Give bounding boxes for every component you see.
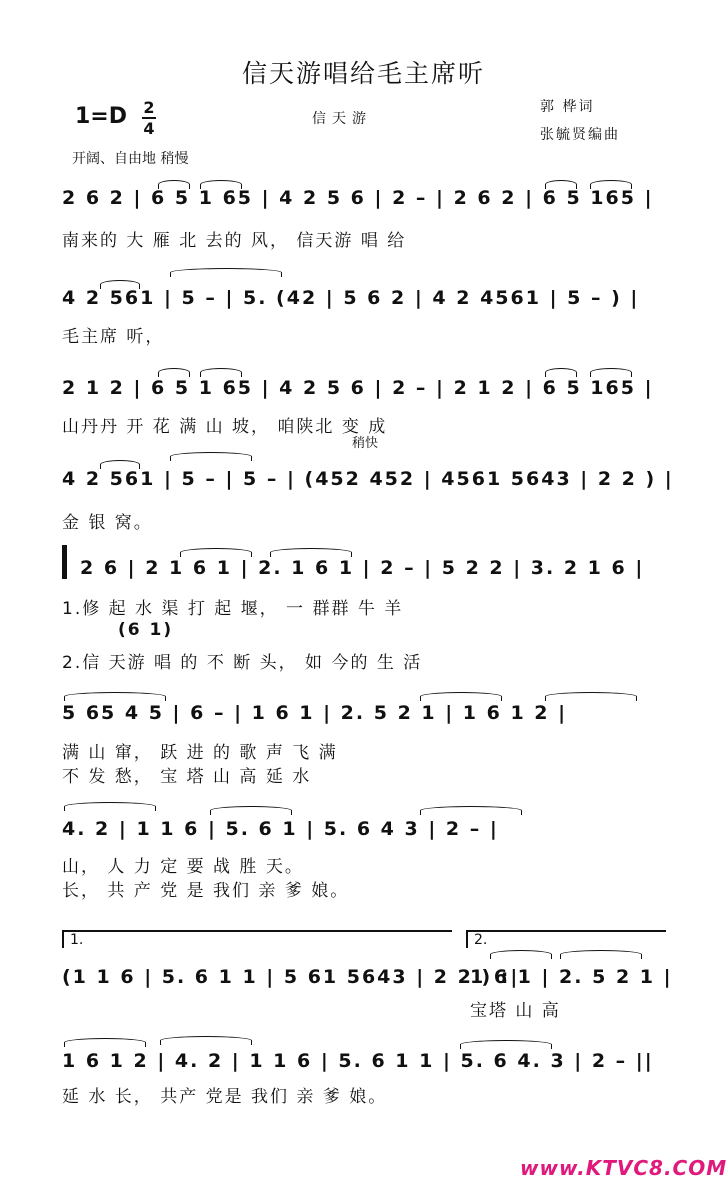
score-line-8-notes-volta-1: (1 1 6 | 5. 6 1 1 | 5 61 5643 | 2 2 ) :| — [62, 966, 520, 988]
time-signature-bottom: 4 — [143, 119, 155, 138]
slur-mark — [100, 460, 140, 469]
variant-notes: (6 1) — [118, 620, 174, 640]
slur-mark — [545, 692, 637, 701]
slur-mark — [170, 452, 252, 461]
score-line-5-lyrics-verse-1: 1.修 起 水 渠 打 起 堰， 一 群群 牛 羊 — [62, 599, 404, 619]
slur-mark — [100, 280, 140, 289]
score-line-3-notes: 2 1 2 | 6 5 1 65 | 4 2 5 6 | 2 – | 2 1 2 | 6 5 165 | — [62, 377, 654, 399]
slur-mark — [490, 950, 552, 959]
volta-2-bracket-start — [466, 930, 468, 948]
volta-1-label: 1. — [70, 932, 84, 948]
slur-mark — [64, 1038, 146, 1047]
slur-mark — [64, 692, 166, 701]
score-line-7-notes: 4. 2 | 1 1 6 | 5. 6 1 | 5. 6 4 3 | 2 – | — [62, 818, 499, 840]
song-origin: 信天游 — [312, 111, 372, 127]
score-line-8-notes-volta-2: 1 6 1 | 2. 5 2 1 | — [470, 966, 673, 988]
slur-mark — [158, 180, 190, 189]
slur-mark — [158, 368, 190, 377]
time-signature — [142, 99, 156, 137]
score-line-9-lyrics: 延 水 长， 共产 党是 我们 亲 爹 娘。 — [62, 1087, 388, 1107]
time-signature-top: 2 — [143, 98, 155, 117]
slur-mark — [170, 268, 282, 277]
score-line-5-notes: 2 6 | 2 1 6 1 | 2. 1 6 1 | 2 – | 5 2 2 | 3. 2 1 6 | — [80, 557, 645, 579]
score-line-2-lyrics: 毛主席 听， — [62, 327, 165, 347]
slur-mark — [545, 368, 577, 377]
repeat-start-barline — [62, 545, 67, 579]
score-line-6-notes: 5 65 4 5 | 6 – | 1 6 1 | 2. 5 2 1 | 1 6 1 2 | — [62, 702, 568, 724]
score-line-7-lyrics-verse-2: 长， 共 产 党 是 我们 亲 爹 娘。 — [62, 881, 350, 901]
tempo-marking: 开阔、自由地 稍慢 — [72, 151, 189, 167]
arranger-credit: 张毓贤编曲 — [540, 127, 620, 143]
slur-mark — [210, 806, 292, 815]
song-title: 信天游唱给毛主席听 — [241, 59, 485, 88]
volta-2-bracket — [466, 930, 666, 932]
score-line-1-notes: 2 6 2 | 6 5 1 65 | 4 2 5 6 | 2 – | 2 6 2 | 6 5 165 | — [62, 187, 654, 209]
key-signature: 1=D — [75, 104, 128, 129]
score-line-1-lyrics: 南来的 大 雁 北 去的 风， 信天游 唱 给 — [62, 231, 407, 251]
score-line-7-lyrics-verse-1: 山， 人 力 定 要 战 胜 天。 — [62, 857, 304, 877]
slur-mark — [590, 368, 632, 377]
volta-1-bracket — [62, 930, 452, 932]
slur-mark — [200, 180, 242, 189]
score-line-4-lyrics: 金 银 窝。 — [62, 513, 153, 533]
slur-mark — [180, 548, 252, 557]
slur-mark — [200, 368, 242, 377]
slur-mark — [420, 692, 502, 701]
volta-2-label: 2. — [474, 932, 488, 948]
tempo-change-marking: 稍快 — [352, 436, 379, 451]
site-watermark: www.KTVC8.COM — [520, 1156, 727, 1180]
score-line-2-notes: 4 2 561 | 5 – | 5. (42 | 5 6 2 | 4 2 4561 | 5 – ) | — [62, 287, 640, 309]
slur-mark — [545, 180, 577, 189]
score-line-6-lyrics-verse-2: 不 发 愁， 宝 塔 山 高 延 水 — [62, 767, 312, 787]
score-line-6-lyrics-verse-1: 满 山 窜， 跃 进 的 歌 声 飞 满 — [62, 743, 338, 763]
slur-mark — [560, 950, 642, 959]
lyricist-credit: 郭 桦词 — [540, 99, 595, 115]
slur-mark — [420, 806, 522, 815]
slur-mark — [590, 180, 632, 189]
score-line-5-lyrics-verse-2: 2.信 天游 唱 的 不 断 头， 如 今的 生 活 — [62, 653, 423, 673]
score-line-8-lyrics: 宝塔 山 高 — [470, 1001, 561, 1021]
score-line-9-notes: 1 6 1 2 | 4. 2 | 1 1 6 | 5. 6 1 1 | 5. 6 4. 3 | 2 – || — [62, 1050, 654, 1072]
slur-mark — [64, 802, 156, 811]
score-line-4-notes: 4 2 561 | 5 – | 5 – | (452 452 | 4561 5643 | 2 2 ) | — [62, 468, 674, 490]
volta-1-bracket-start — [62, 930, 64, 948]
slur-mark — [460, 1040, 552, 1049]
slur-mark — [270, 548, 352, 557]
slur-mark — [160, 1036, 252, 1045]
score-line-3-lyrics: 山丹丹 开 花 满 山 坡， 咱陕北 变 成 — [62, 417, 388, 437]
